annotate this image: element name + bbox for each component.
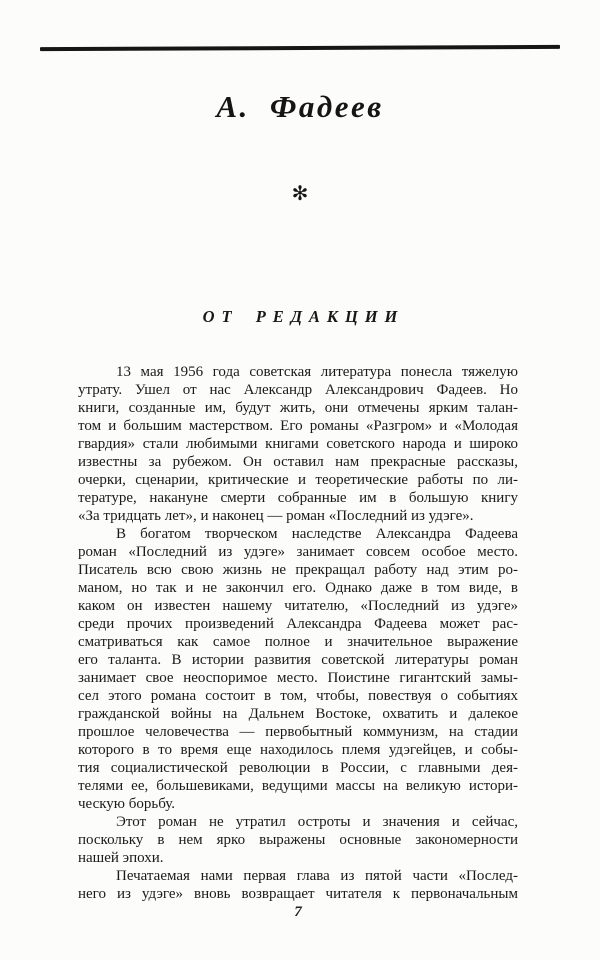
top-rule-divider xyxy=(40,45,560,51)
text-line: нашей эпохи. xyxy=(78,850,164,866)
page-number: 7 xyxy=(294,904,302,920)
text-line: сматриваться как самое полное и значительное выражение xyxy=(78,634,518,650)
text-line: Печатаемая нами первая глава из пятой части «Послед- xyxy=(116,868,518,884)
paragraph xyxy=(78,867,518,903)
paragraph xyxy=(78,813,518,867)
text-line: сел этого романа состоит в том, чтобы, повествуя о событиях xyxy=(78,688,518,704)
text-line: 13 мая 1956 года советская литература понесла тяжелую xyxy=(116,364,518,380)
text-line: Писатель всю свою жизнь не прекращал работу над этим ро- xyxy=(78,562,518,578)
text-line: гвардия» стали любимыми книгами советского народа и широко xyxy=(78,436,518,452)
body-text xyxy=(78,363,518,903)
paragraph xyxy=(78,525,518,813)
text-line: «За тридцать лет», и наконец — роман «Последний из удэге». xyxy=(78,508,474,524)
text-line: маном, но так и не закончил его. Однако даже в том виде, в xyxy=(78,580,518,596)
text-line: прошлое человечества — первобытный коммунизм, на стадии xyxy=(78,724,518,740)
text-line: среди прочих произведений Александра Фадеева может рас- xyxy=(78,616,518,632)
text-line: В богатом творческом наследстве Александра Фадеева xyxy=(116,526,518,542)
text-line: ческую борьбу. xyxy=(78,796,176,812)
text-line: поскольку в нем ярко выражены основные закономерности xyxy=(78,832,518,848)
text-line: телями ее, большевиками, ведущими массы на великую истори- xyxy=(78,778,518,794)
text-line: утрату. Ушел от нас Александр Александрович Фадеев. Но xyxy=(78,382,518,398)
text-line: Этот роман не утратил остроты и значения и сейчас, xyxy=(116,814,518,830)
text-line: тературе, накануне смерти собранные им в большую книгу xyxy=(78,490,518,506)
text-line: которого в то время еще находилось племя удэгейцев, и собы- xyxy=(78,742,518,758)
text-line: очерки, сценарии, критические и теоретические работы по ли- xyxy=(78,472,518,488)
section-divider-star-icon: ✻ xyxy=(291,183,309,205)
text-line: занимает свое неоспоримое место. Поистине гигантский замы- xyxy=(78,670,518,686)
text-line: роман «Последний из удэге» занимает совсем особое место. xyxy=(78,544,518,560)
text-line: его таланта. В истории развития советской литературы роман xyxy=(78,652,518,668)
text-line: него из удэге» вновь возвращает читателя к первоначальным xyxy=(78,886,518,902)
author-title: А. Фадеев xyxy=(216,89,384,124)
section-heading: ОТ РЕДАКЦИИ xyxy=(202,307,405,326)
paragraph xyxy=(78,363,518,525)
text-line: известны за рубежом. Он оставил нам прекрасные рассказы, xyxy=(78,454,518,470)
text-line: каком он известен нашему читателю, «Последний из удэге» xyxy=(78,598,518,614)
text-line: тия социалистической революции в России, с главными дея- xyxy=(78,760,518,776)
text-line: гражданской войны на Дальнем Востоке, охватить и далекое xyxy=(78,706,518,722)
text-line: том и большим мастерством. Его романы «Разгром» и «Молодая xyxy=(78,418,518,434)
text-line: книги, созданные им, будут жить, они отмечены ярким талан- xyxy=(78,400,518,416)
